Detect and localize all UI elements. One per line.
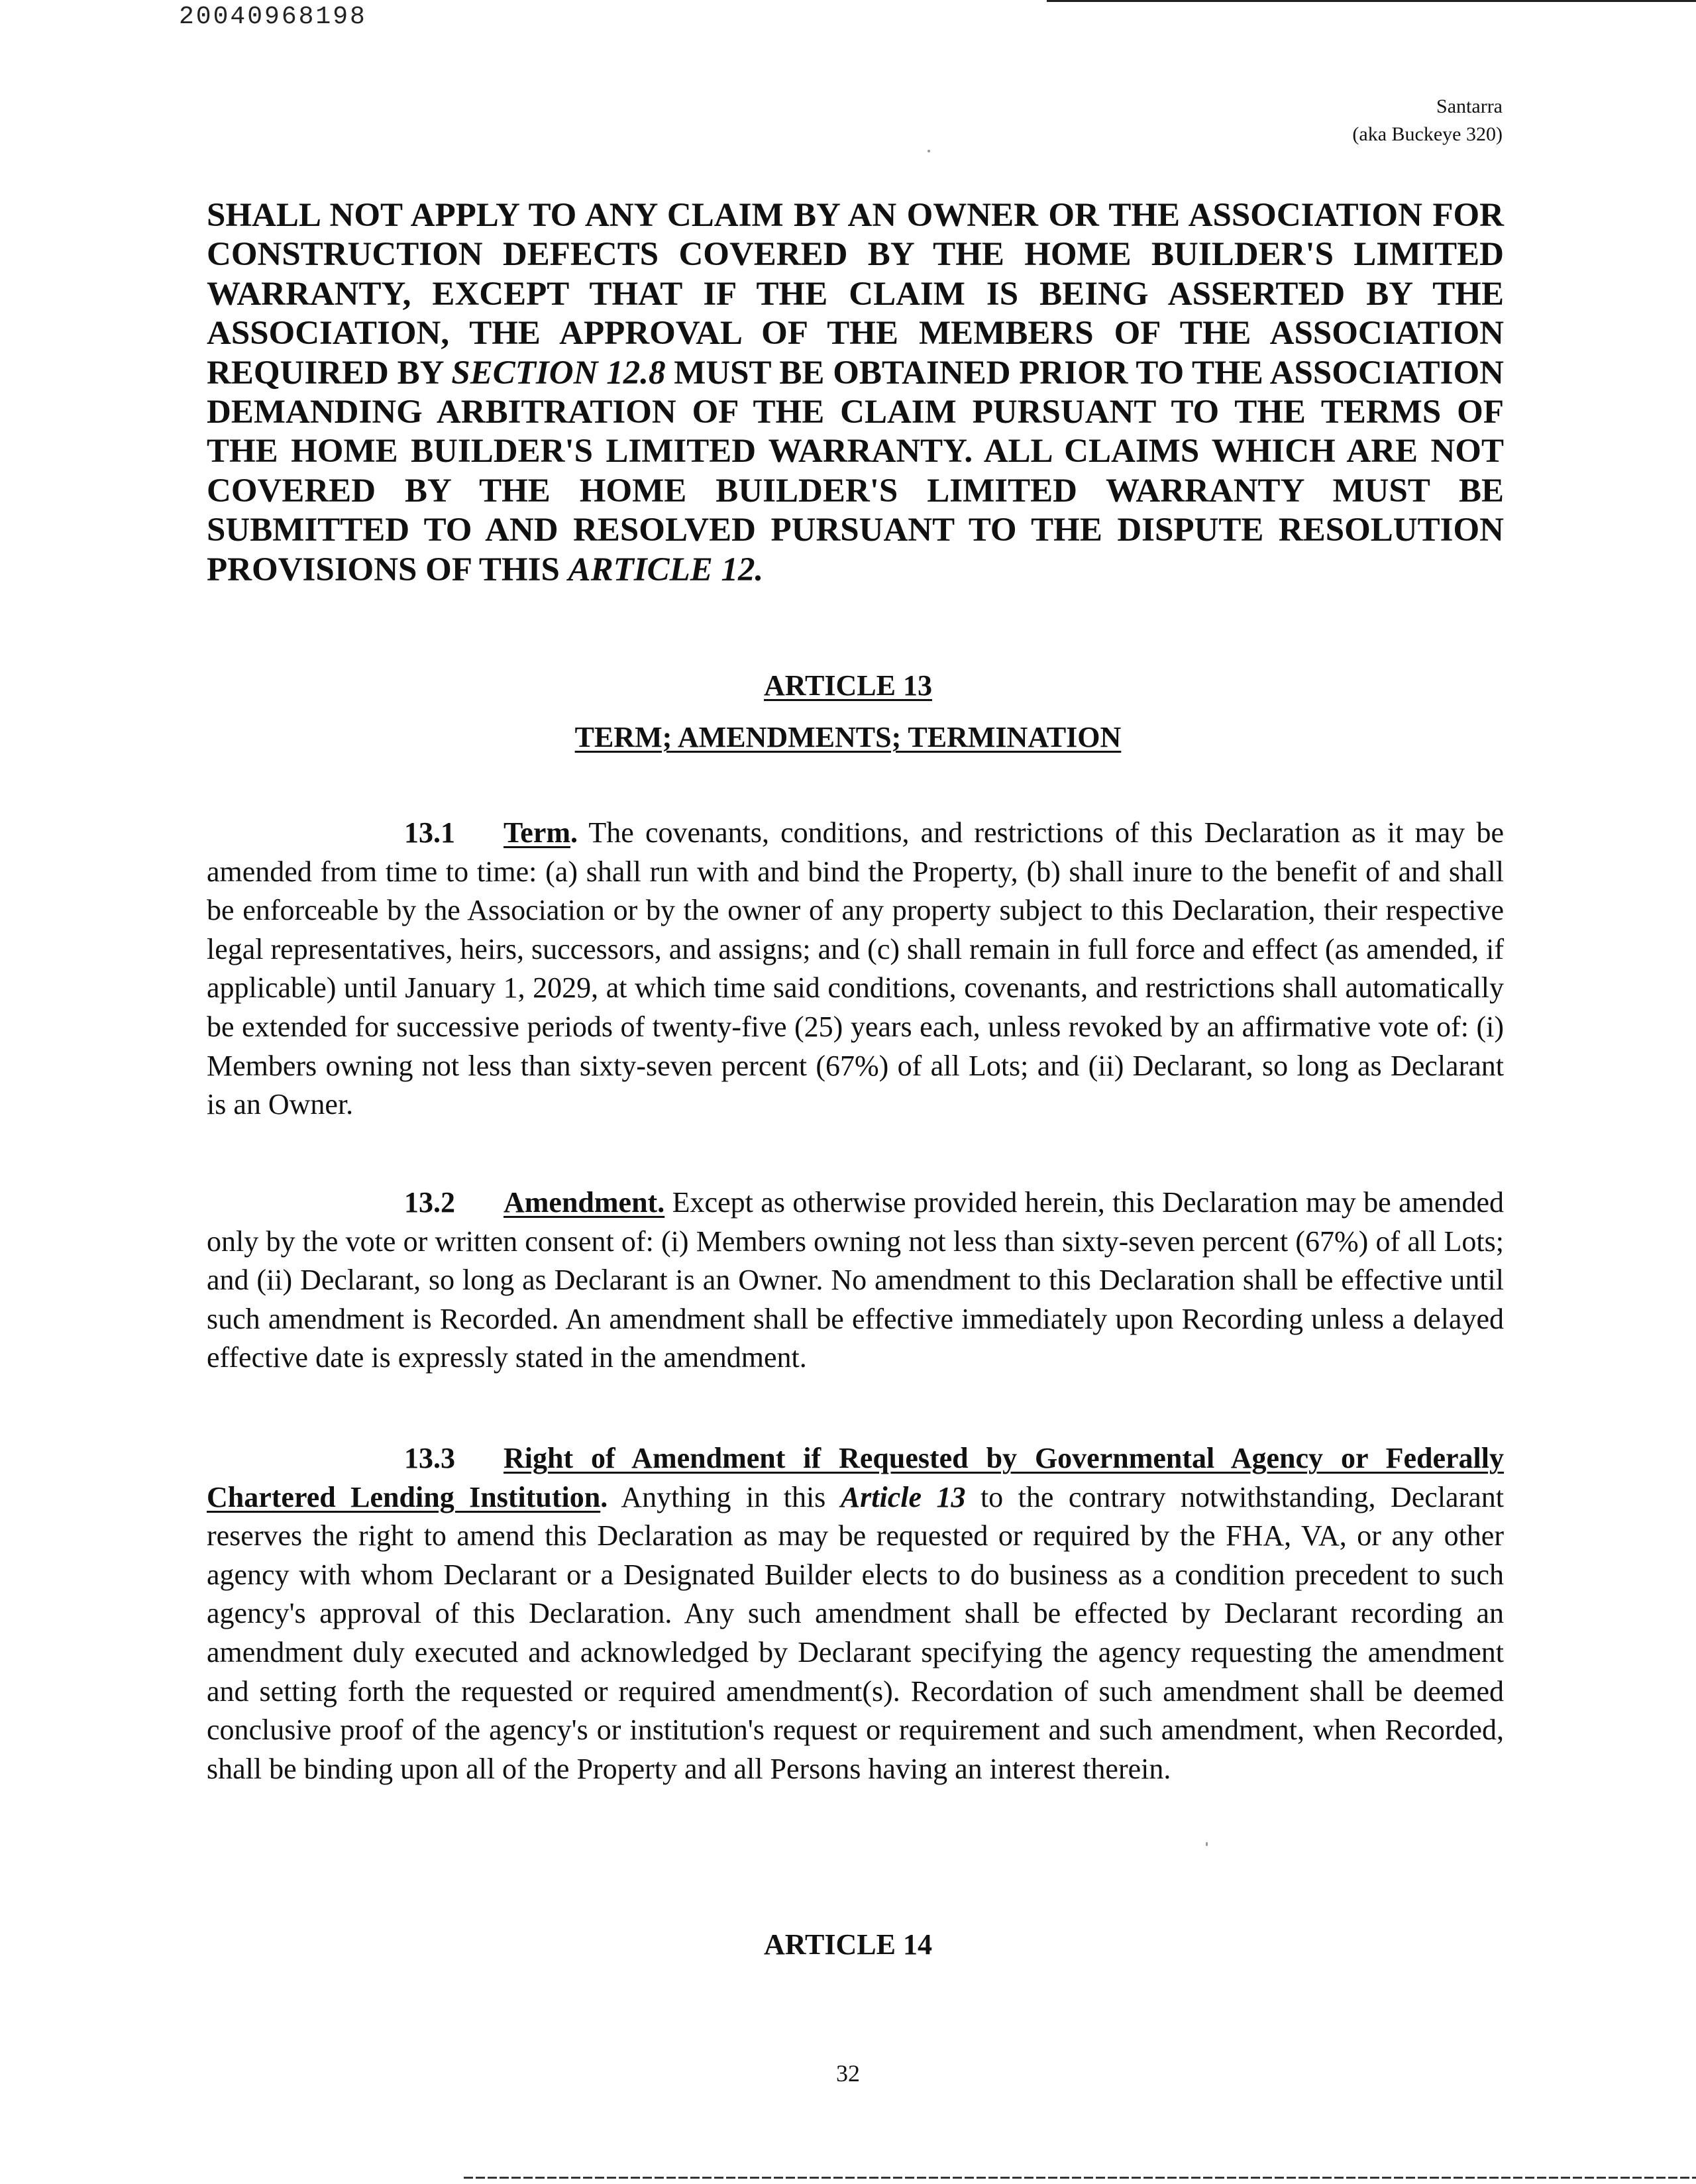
section-13-1 xyxy=(207,814,1504,1124)
article-13-subheading xyxy=(0,720,1696,755)
section-title: Term xyxy=(504,816,571,849)
running-header xyxy=(1105,93,1503,148)
article-reference: ARTICLE 12. xyxy=(568,551,764,588)
top-rule xyxy=(1047,0,1696,2)
section-number: 13.3 xyxy=(404,1442,455,1474)
header-project-alias: (aka Buckeye 320) xyxy=(1352,123,1503,145)
section-number: 13.1 xyxy=(404,816,455,849)
header-project-name: Santarra xyxy=(1436,95,1503,117)
article-13-subheading-text: TERM; AMENDMENTS; TERMINATION xyxy=(574,721,1122,753)
document-id-stamp: 20040968198 xyxy=(179,3,367,31)
section-title-period: . xyxy=(570,816,578,849)
section-body: Except as otherwise provided herein, this Declaration may be amended only by the vote or written consent of: (i) Members owning not less than sixty-seven percent (67%) of all Lots; and (ii) Declarant, so long as Declarant is an Owner. No amendment to this Declaration shall be effective until such amendment is Recorded. An amendment shall be effective immediately upon Recording unless a delayed effective date is expressly stated in the amendment. xyxy=(207,1186,1504,1374)
section-number: 13.2 xyxy=(404,1186,455,1219)
section-13-2 xyxy=(207,1183,1504,1378)
caps-text-part2: MUST BE OBTAINED PRIOR TO THE ASSOCIATION DEMANDING ARBITRATION OF THE CLAIM PURSUANT TO THE TERMS OF THE HOME BUILDER'S LIMITED WARRANTY. ALL CLAIMS WHICH ARE NOT COVERED BY THE HOME BUILDER'S LIMITED WARRANTY MUST BE SUBMITTED TO AND RESOLVED PURSUANT TO THE DISPUTE RESOLUTION PROVISIONS OF THIS xyxy=(207,354,1505,588)
article-reference: Article 13 xyxy=(840,1480,966,1513)
section-title: Amendment. xyxy=(504,1186,665,1219)
article-14-heading xyxy=(0,1927,1696,1963)
section-title: Right of Amendment if Requested by Governmental Agency or Federally Chartered Lending Institution xyxy=(207,1442,1504,1513)
article-14-heading-text: ARTICLE 14 xyxy=(764,1928,932,1961)
section-body: The covenants, conditions, and restrictions of this Declaration as it may be amended from time to time: (a) shall run with and bind the Property, (b) shall inure to the benefit of and shall be enforceable by the Association or by the owner of any property subject to this Declaration, their respective legal representatives, heirs, successors, and assigns; and (c) shall remain in full force and effect (as amended, if applicable) until January 1, 2029, at which time said conditions, covenants, and restrictions shall automatically be extended for successive periods of twenty-five (25) years each, unless revoked by an affirmative vote of: (i) Members owning not less than sixty-seven percent (67%) of all Lots; and (ii) Declarant, so long as Declarant is an Owner. xyxy=(207,816,1504,1121)
capitalized-arbitration-clause xyxy=(207,196,1504,590)
bottom-rule xyxy=(464,2177,1696,2179)
page-number: 32 xyxy=(836,2060,860,2087)
section-title-period: . xyxy=(600,1480,608,1513)
article-13-heading xyxy=(0,668,1696,704)
section-body-a: Anything in this xyxy=(608,1480,841,1513)
caps-text-part1: SHALL NOT APPLY TO ANY CLAIM BY AN OWNER OR THE ASSOCIATION FOR CONSTRUCTION DEFECTS COVERED BY THE HOME BUILDER'S LIMITED WARRANTY, EXCEPT THAT IF THE CLAIM IS BEING ASSERTED BY THE ASSOCIATION, THE APPROVAL OF THE MEMBERS OF THE ASSOCIATION REQUIRED BY xyxy=(207,197,1504,392)
article-13-heading-text: ARTICLE 13 xyxy=(764,669,932,702)
section-reference: SECTION 12.8 xyxy=(451,354,666,392)
scan-speck xyxy=(928,150,930,152)
section-body-b: to the contrary notwithstanding, Declarant reserves the right to amend this Declaration as may be requested or required by the FHA, VA, or any other agency with whom Declarant or a Designated Builder elects to do business as a condition precedent to such agency's approval of this Declaration. Any such amendment shall be effected by Declarant recording an amendment duly executed and acknowledged by Declarant specifying the agency requesting the amendment and setting forth the requested or required amendment(s). Recordation of such amendment shall be deemed conclusive proof of the agency's or institution's request or requirement and such amendment, when Recorded, shall be binding upon all of the Property and all Persons having an interest therein. xyxy=(207,1480,1504,1785)
section-13-3 xyxy=(207,1439,1504,1788)
scan-speck xyxy=(1206,1842,1208,1846)
